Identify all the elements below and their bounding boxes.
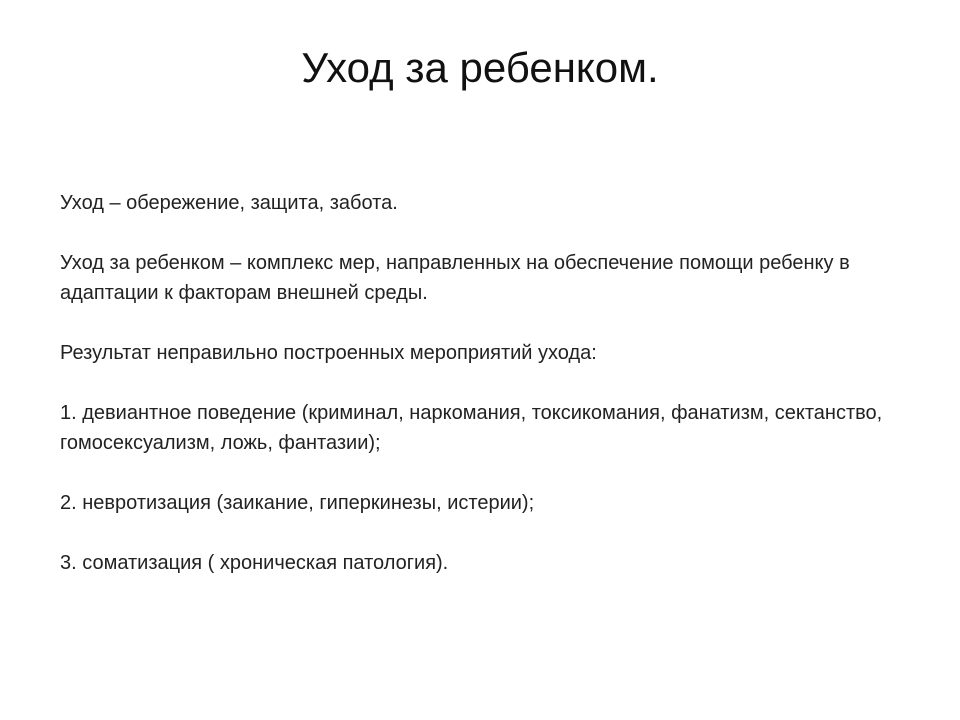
paragraph-item-neurotization: 2. невротизация (заикание, гиперкинезы, истерии);: [60, 492, 535, 514]
paragraph-item-deviant-behavior: 1. девиантное поведение (криминал, наркомания, токсикомания, фанатизм, сектанство, гомосексуализм, ложь, фантазии);: [60, 402, 883, 454]
paragraph-definition-care: Уход – обережение, защита, забота.: [60, 192, 398, 214]
paragraph-definition-child-care: Уход за ребенком – комплекс мер, направленных на обеспечение помощи ребенку в адаптации к факторам внешней среды.: [60, 252, 850, 304]
paragraph-item-somatization: 3. соматизация ( хроническая патология).: [60, 552, 449, 574]
slide-title: Уход за ребенком.: [301, 44, 659, 91]
paragraph-consequences-heading: Результат неправильно построенных мероприятий ухода:: [60, 342, 597, 364]
slide-body: [60, 188, 910, 578]
